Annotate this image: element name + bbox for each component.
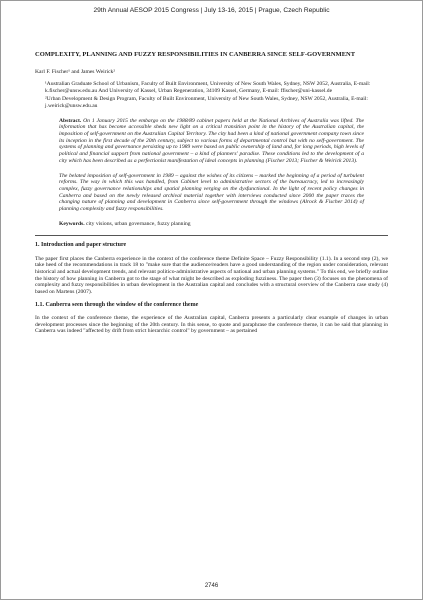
- affiliation-2: ²Urban Development & Design Program, Faculty of Built Environment, University of New South Wales, Sydney, NSW 2052, Australia, E-mail: j.weirick@unsw.edu.au: [45, 96, 368, 109]
- section-1-1-heading: 1.1. Canberra seen through the window of the conference theme: [35, 301, 199, 308]
- keywords: [35, 221, 388, 228]
- section-1-1-text: In the context of the conference theme, the experience of the Australian capital, Canberra presents a particularly clear example of changes in urban development processes since the beginning of the 20th century. In this sense, to quote and paraphrase the conference theme, it can be said that planning in Canberra was indeed "affected by drift from strict hierarchic control" by government – as pertained: [35, 315, 388, 335]
- keywords-label: Keywords.: [59, 220, 85, 227]
- abstract-text-1: On 1 January 2015 the embargo on the 1988/89 cabinet papers held at the National Archives of Australia was lifted. The information that has become accessible sheds new light on a critical transition point in the history of the Australian capital, the imposition of self-government on the Australian Capital Territory. The city had been a kind of national government company town since its inception in the first decade of the 20th century, subject to various forms of departmental control but with no self-government. The systems of planning and governance persisting up to 1989 were based on public ownership of land and, for long periods, high levels of political and financial support from national government – a kind of planners' paradise. These conditions led to the development of a city which has been described as a perfectionist manifestation of ideal concepts in planning (Fischer 2013; Fischer & Weirick 2013).: [59, 117, 364, 164]
- section-divider: [35, 235, 388, 236]
- abstract: [35, 118, 388, 165]
- abstract-label: Abstract.: [59, 117, 82, 124]
- abstract-text-2: The belated imposition of self-government in 1989 – against the wishes of its citizens – marked the beginning of a period of turbulent reforms. The way in which this was handled, from Cabinet level to administrative sectors of the bureaucracy, led to increasingly complex, fuzzy governance relationships and spatial planning verging on the dysfunctional. In the light of recent policy changes in Canberra and based on the newly released archival material together with interviews conducted since 2000 the paper traces the changing nature of planning and development in Canberra since self-government through the windows (Alrock & Fischer 2014) of planning complexity and fuzzy responsibilities.: [59, 172, 364, 213]
- paper-title: COMPLEXITY, PLANNING AND FUZZY RESPONSIBILITIES IN CANBERRA SINCE SELF-GOVERNMENT: [35, 51, 356, 58]
- paper-authors: Karl F. Fischer¹ and James Weirick²: [35, 69, 116, 76]
- section-1-heading: 1. Introduction and paper structure: [35, 242, 127, 249]
- page-number: 2746: [204, 583, 219, 589]
- paper-content: [35, 51, 388, 341]
- running-header: 29th Annual AESOP 2015 Congress | July 13-16, 2015 | Prague, Czech Republic: [93, 7, 330, 14]
- affiliation-1: ¹Australian Graduate School of Urbanism, Faculty of Built Environment, University of New South Wales, Sydney, NSW 2052, Australia, E-mail: k.fischer@unsw.edu.au And University of Kassel, Urban Regeneration, 34109 Kassel, Germany, E-mail: ffischer@uni-kassel.de: [45, 80, 371, 94]
- keywords-text: city visions, urban governance, fuzzy planning: [86, 220, 191, 227]
- section-1-text: The paper first places the Canberra experience in the context of the conference theme Definite Space – Fuzzy Responsibility (1.1). In a second step (2), we take heed of the recommendations in track 18 to "make sure that the audience/readers have a good understanding of the region under consideration, relevant historical and actual development trends, and relevant politico-administrative aspects of national and urban planning systems." To this end, we briefly outline the history of how planning in Canberra got to the stage of what might be described as exploding fuzziness. The paper then (3) focuses on the phenomena of complexity and fuzzy responsibilities in urban development in the Australian capital and concludes with a structural overview of the Canberra case study (4) based on Martens (2007).: [35, 255, 388, 296]
